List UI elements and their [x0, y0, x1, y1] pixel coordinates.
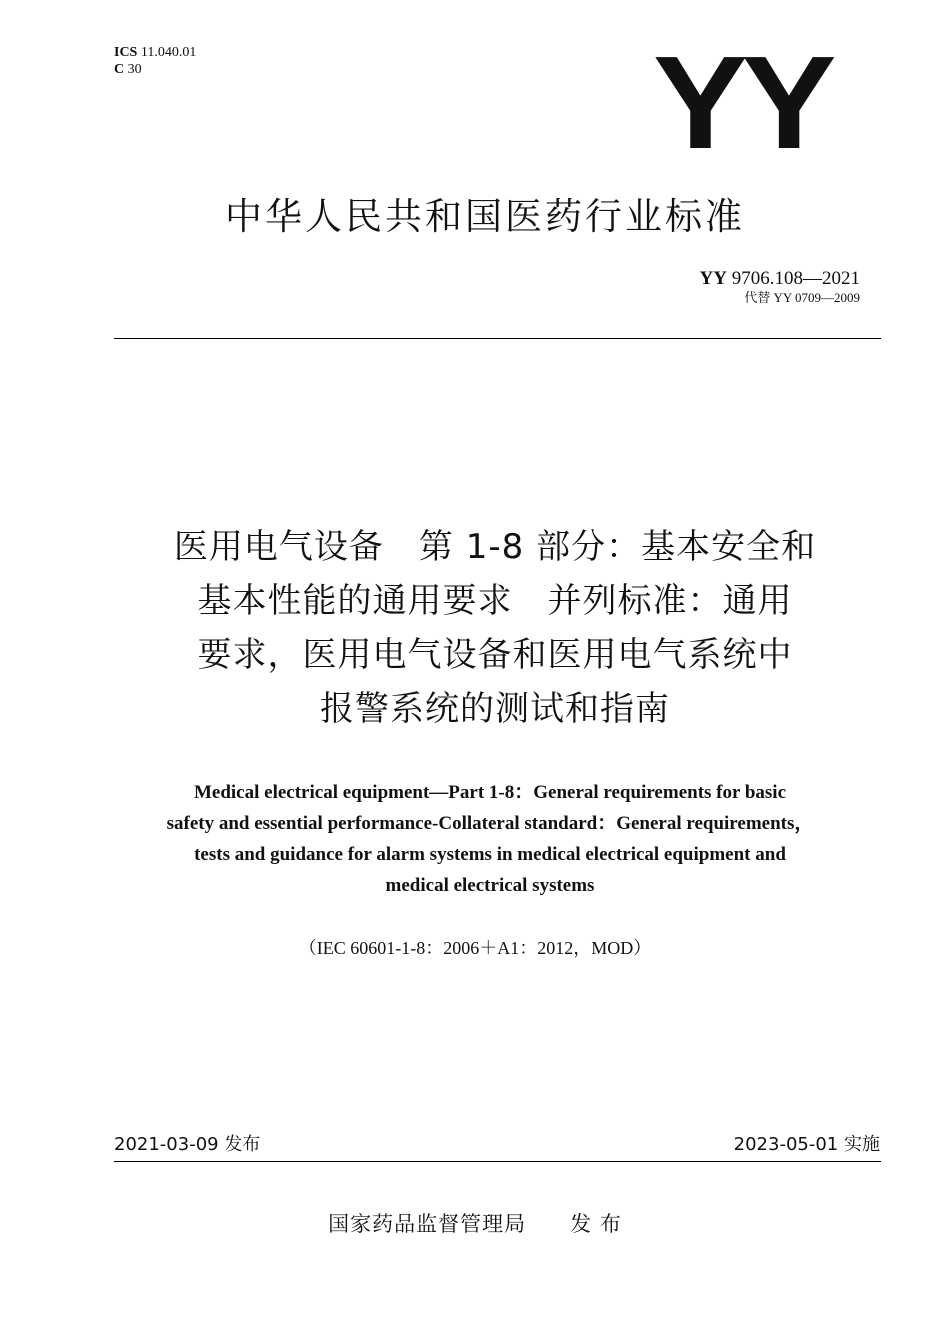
standard-number-prefix: YY [699, 268, 727, 289]
effective-date: 2023-05-01 实施 [733, 1134, 880, 1155]
ccs-line [114, 61, 196, 78]
ccs-label: C [114, 62, 125, 77]
document-title-en [110, 777, 870, 901]
ics-classification [114, 44, 196, 78]
title-cn-line: 医用电气设备 第 1-8 部分：基本安全和 [173, 527, 817, 567]
standard-category-title: 中华人民共和国医药行业标准 [225, 195, 745, 238]
ics-value: 11.040.01 [137, 45, 197, 60]
replaces-standard: 代替 YY 0709—2009 [744, 290, 860, 305]
ics-label: ICS [114, 45, 138, 60]
standard-number [700, 268, 860, 290]
ccs-value: 30 [124, 62, 142, 77]
title-en-line: medical electrical systems [385, 875, 595, 896]
issuer-line [0, 1208, 950, 1238]
title-cn-line: 基本性能的通用要求 并列标准：通用 [197, 581, 793, 621]
yy-logo: YY [652, 29, 830, 176]
header-divider [114, 338, 881, 339]
title-cn-line: 要求，医用电气设备和医用电气系统中 [197, 635, 793, 675]
issue-word: 发 布 [570, 1212, 622, 1236]
document-title-cn [100, 520, 890, 736]
title-en-line: Medical electrical equipment—Part 1-8：General requirements for basic [193, 782, 787, 803]
ics-line [114, 44, 196, 61]
title-en-line: safety and essential performance-Collateral standard：General requirements， [166, 813, 814, 834]
issuer-name: 国家药品监督管理局 [328, 1212, 527, 1236]
standard-number-block [700, 268, 860, 305]
title-en-line: tests and guidance for alarm systems in medical electrical equipment and [194, 844, 786, 865]
footer-divider [114, 1161, 881, 1162]
standard-number-value: 9706.108—2021 [727, 268, 860, 289]
title-cn-line: 报警系统的测试和指南 [320, 689, 670, 729]
issue-date: 2021-03-09 发布 [114, 1134, 261, 1155]
iec-reference: （IEC 60601-1-8：2006＋A1：2012，MOD） [298, 938, 652, 958]
